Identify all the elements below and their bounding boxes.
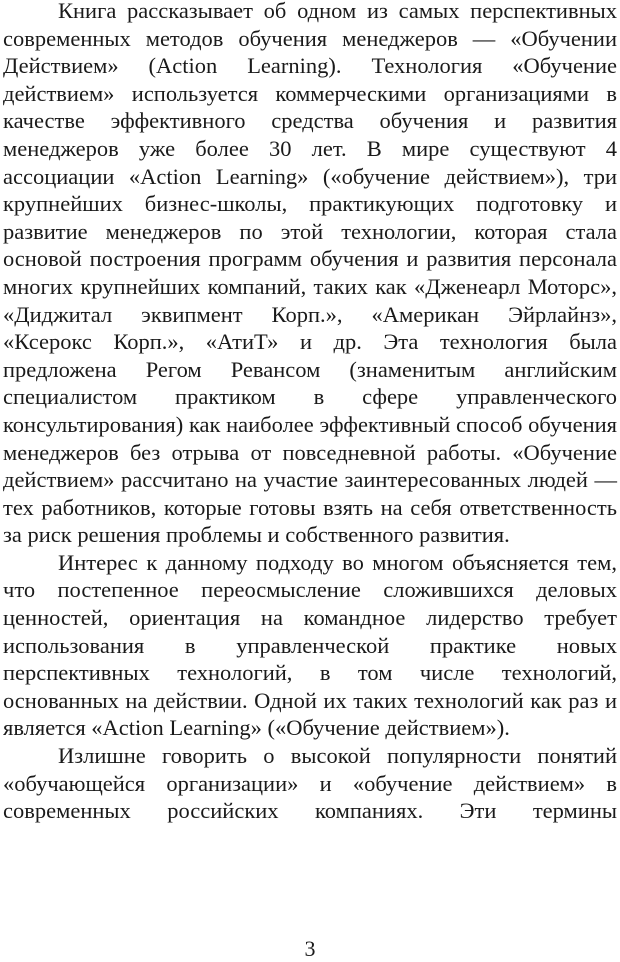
paragraph-intro: Книга рассказывает об одном из самых перспективных современных методов обучения менеджеров — «Обучении Действием» (Action Learning). Технология «Обучение действием» используется коммерческими организациями в качестве эффективного средства обучения и развития менеджеров уже более 30 лет. В мире существуют 4 ассоциации «Action Learning» («обучение действием»), три крупнейших бизнес-школы, практикующих подготовку и развитие менеджеров по этой технологии, которая стала основой построения программ обучения и развития персонала многих крупнейших компаний, таких как «Дженеарл Моторс», «Диджитал эквипмент Корп.», «Американ Эйрлайнз», «Ксерокс Корп.», «АтиТ» и др. Эта технология была предложена Регом Ревансом (знаменитым английским специалистом практиком в сфере управленческого консультирования) как наиболее эффективный способ обучения менеджеров без отрыва от повседневной работы. «Обучение действием» рассчитано на участие заинтересованных людей — тех работников, которые готовы взять на себя ответственность за риск решения проблемы и собственного развития.: [3, 0, 617, 548]
paragraph-popularity: Излишне говорить о высокой популярности понятий «обучающейся организации» и «обучение действием» в современных российских компаниях. Эти термины: [3, 743, 617, 824]
page-number: 3: [304, 936, 316, 961]
body-text: [3, 0, 617, 825]
paragraph-interest: Интерес к данному подходу во многом объясняется тем, что постепенное переосмысление сложившихся деловых ценностей, ориентация на командное лидерство требует использования в управленческой практике новых перспективных технологий, в том числе технологий, основанных на действии. Одной их таких технологий как раз и является «Action Learning» («Обучение действием»).: [3, 549, 617, 741]
